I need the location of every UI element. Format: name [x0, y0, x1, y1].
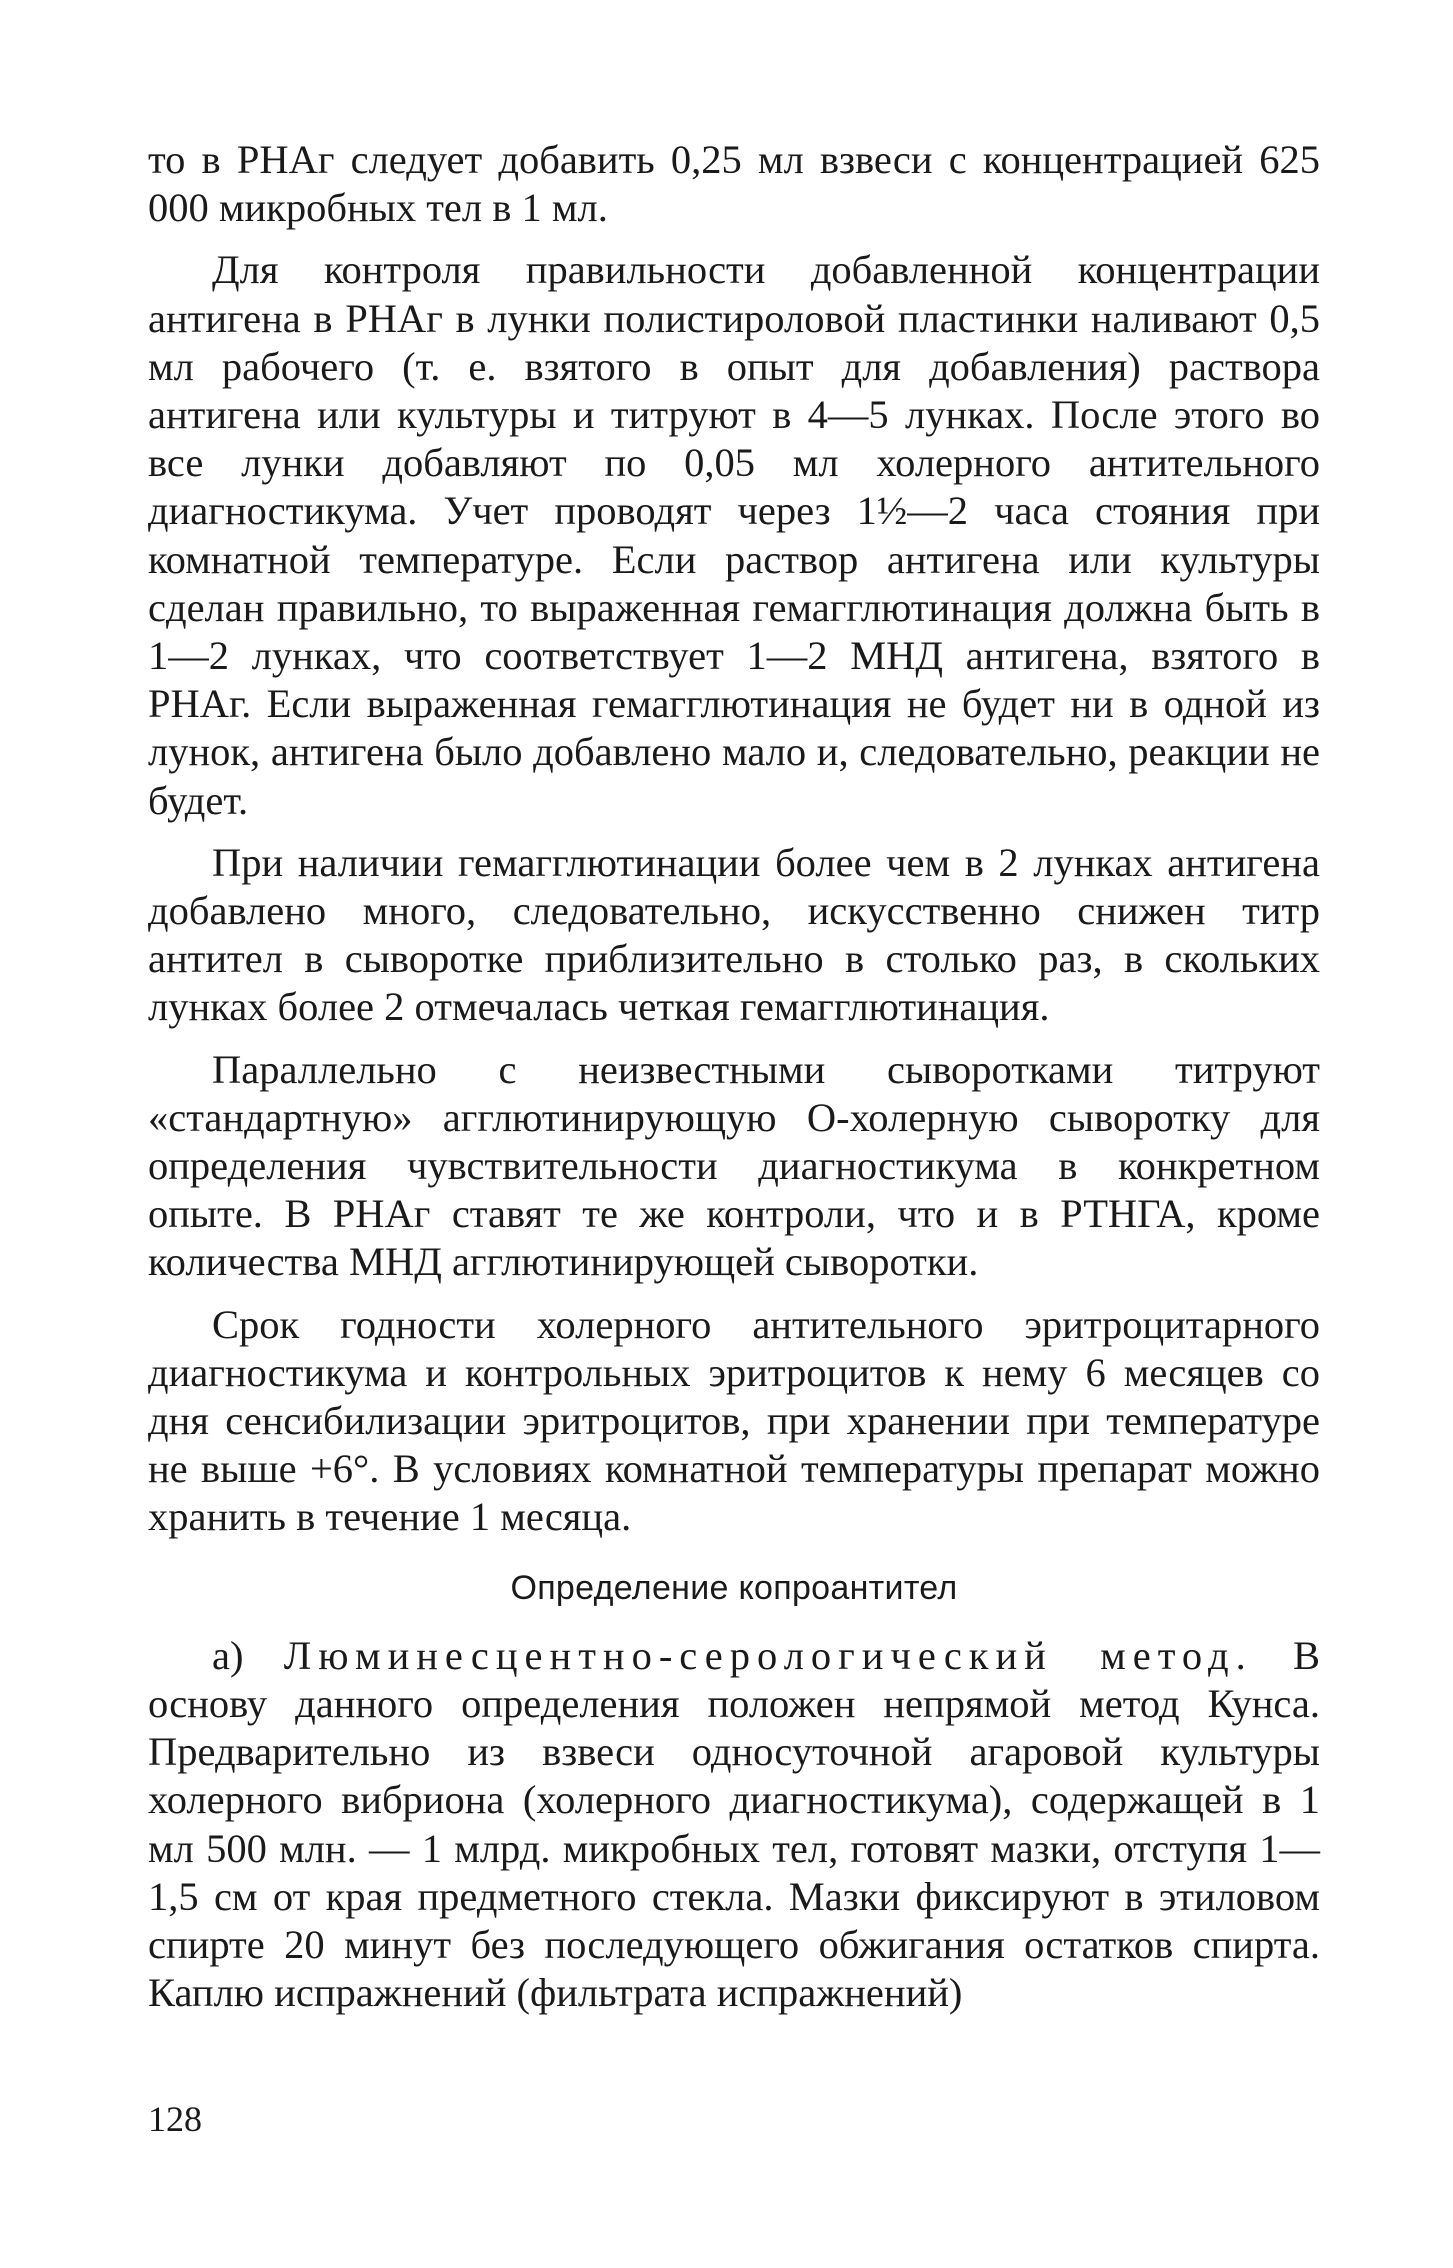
paragraph-hemagglutination: При наличии гемагглютинации более чем в 2 лунках антигена добавлено много, следовательно, искусственно снижен титр антител в сыворотке приблизительно в столько раз, в скольких лунках более 2 отмечалась четкая гемагглютинация.: [148, 839, 1320, 1030]
section-heading: Определение копроантител: [510, 1568, 958, 1607]
paragraph-shelf-life: Срок годности холерного антительного эритроцитарного диагностикума и контрольных эритроцитов к нему 6 месяцев со дня сенсибилизации эритроцитов, при хранении при температуре не выше +6°. В условиях комнатной температуры препарат можно хранить в течение 1 месяца.: [148, 1301, 1320, 1540]
paragraph-continuation: то в РНАг следует добавить 0,25 мл взвеси с концентрацией 625 000 микробных тел в 1 мл.: [148, 137, 1320, 231]
paragraph-antigen-control: Для контроля правильности добавленной концентрации антигена в РНАг в лунки полистироловой пластинки наливают 0,5 мл рабочего (т. е. взятого в опыт для добавления) раствора антигена или культуры и титруют в 4—5 лунках. После этого во все лунки добавляют по 0,05 мл холерного антительного диагностикума. Учет проводят через 1½—2 часа стояния при комнатной температуре. Если раствор антигена или культуры сделан правильно, то выраженная гемагглютинация должна быть в 1—2 лунках, что соответствует 1—2 МНД антигена, взятого в РНАг. Если выраженная гемагглютинация не будет ни в одной из лунок, антигена было добавлено мало и, следовательно, реакции не будет.: [148, 247, 1320, 823]
method-text: В основу данного определения положен непрямой метод Кунса. Предварительно из взвеси односуточной агаровой культуры холерного вибриона (холерного диагностикума), содержащей в 1 мл 500 млн. — 1 млрд. микробных тел, готовят мазки, отступя 1—1,5 см от края предметного стекла. Мазки фиксируют в этиловом спирте 20 минут без последующего обжигания остатков спирта. Каплю испражнений (фильтрата испражнений): [148, 1632, 1321, 2016]
paragraph-standard-serum: Параллельно с неизвестными сыворотками титруют «стандартную» агглютинирующую О-холерную сыворотку для определения чувствительности диагностикума в конкретном опыте. В РНАг ставят те же контроли, что и в РТНГА, кроме количества МНД агглютинирующей сыворотки.: [148, 1046, 1320, 1285]
method-name: Люминесцентно-серологический метод.: [283, 1632, 1253, 1678]
method-prefix: а): [212, 1632, 284, 1678]
paragraph-method: [148, 1632, 1320, 2018]
page-number: 128: [148, 2099, 202, 2139]
page-body: [148, 136, 1320, 2031]
